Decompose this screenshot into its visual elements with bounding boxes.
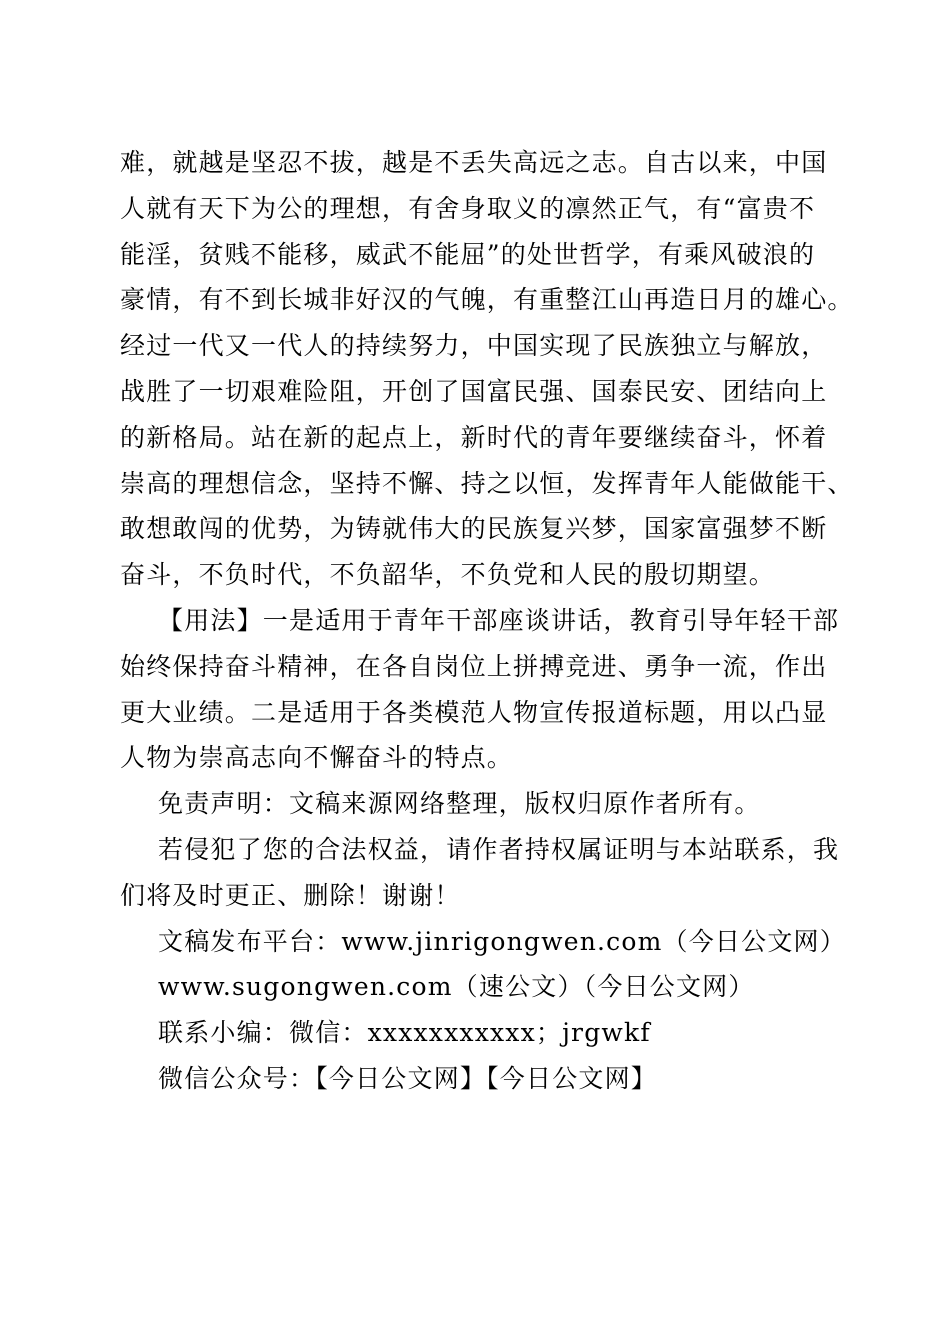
body-line: 人就有天下为公的理想，有舍身取义的凛然正气，有“富贵不: [120, 193, 816, 223]
body-line: 崇高的理想信念，坚持不懈、持之以恒，发挥青年人能做能干、: [120, 468, 854, 498]
body-line: 更大业绩。二是适用于各类模范人物宣传报道标题，用以凸显: [120, 697, 828, 727]
wechat-account-line: 微信公众号：【今日公文网】【今日公文网】: [158, 1063, 658, 1093]
body-line: 战胜了一切艰难险阻，开创了国富民强、国泰民安、团结向上: [120, 376, 828, 406]
body-line: 的新格局。站在新的起点上，新时代的青年要继续奋斗，怀着: [120, 422, 828, 452]
body-line: 经过一代又一代人的持续努力，中国实现了民族独立与解放，: [120, 331, 828, 361]
website-line: www.sugongwen.com（速公文）（今日公文网）: [158, 972, 755, 1002]
infringement-notice: 若侵犯了您的合法权益，请作者持权属证明与本站联系，我: [158, 834, 840, 864]
body-line: 们将及时更正、删除！谢谢！: [120, 880, 461, 910]
disclaimer-line: 免责声明：文稿来源网络整理，版权归原作者所有。: [158, 789, 761, 819]
usage-paragraph-start: 【用法】一是适用于青年干部座谈讲话，教育引导年轻干部: [158, 605, 840, 635]
body-line: 能淫，贫贱不能移，威武不能屈”的处世哲学，有乘风破浪的: [120, 239, 816, 269]
body-line: 奋斗，不负时代，不负韶华，不负党和人民的殷切期望。: [120, 560, 776, 590]
body-line: 敢想敢闯的优势，为铸就伟大的民族复兴梦，国家富强梦不断: [120, 514, 828, 544]
publish-platform-line: 文稿发布平台：www.jinrigongwen.com（今日公文网）: [158, 926, 846, 956]
body-line: 始终保持奋斗精神，在各自岗位上拼搏竞进、勇争一流，作出: [120, 651, 828, 681]
body-line: 豪情，有不到长城非好汉的气魄，有重整江山再造日月的雄心。: [120, 285, 854, 315]
document-body: [120, 140, 854, 1102]
body-line: 人物为崇高志向不懈奋斗的特点。: [120, 743, 514, 773]
contact-line: 联系小编：微信：xxxxxxxxxxx；jrgwkf: [158, 1018, 651, 1048]
body-line: 难，就越是坚忍不拔，越是不丢失高远之志。自古以来，中国: [120, 148, 828, 177]
